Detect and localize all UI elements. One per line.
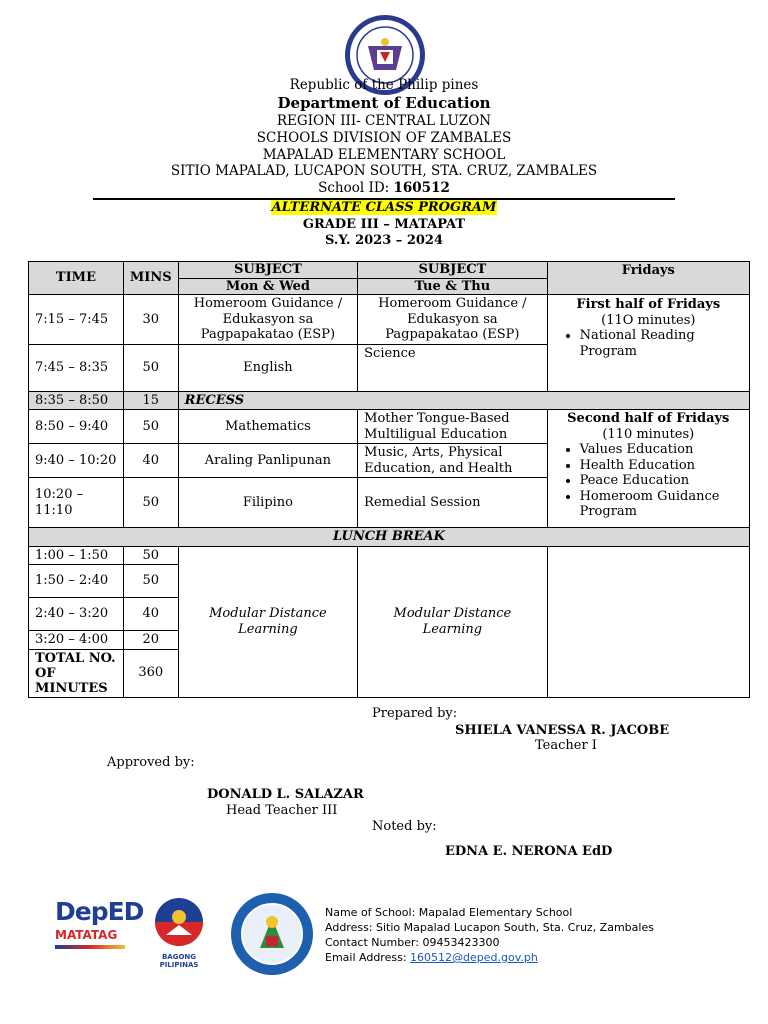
- program-title-highlight: ALTERNATE CLASS PROGRAM: [271, 200, 497, 215]
- lunch-break-label: LUNCH BREAK: [29, 528, 750, 547]
- lunch-row: [29, 528, 750, 547]
- time-cell: 9:40 – 10:20: [29, 444, 124, 478]
- time-cell: 1:50 – 2:40: [29, 565, 124, 598]
- subject-mw-cell: Homeroom Guidance / Edukasyon sa Pagpapakatao (ESP): [178, 295, 357, 345]
- email-link[interactable]: 160512@deped.gov.ph: [410, 951, 538, 964]
- mins-cell: 40: [123, 598, 178, 631]
- header-mins: MINS: [123, 262, 178, 295]
- school-seal-logo: [230, 892, 314, 976]
- subject-tt-cell: Remedial Session: [358, 478, 547, 528]
- school-contact-info: [325, 905, 654, 965]
- school-id-value: 160512: [393, 180, 450, 196]
- approved-by-title: Head Teacher III: [226, 803, 338, 818]
- fridays-second-list: [554, 442, 743, 520]
- noted-by-label: Noted by:: [372, 819, 437, 834]
- header-fridays: Fridays: [547, 262, 749, 295]
- school-year-line: S.Y. 2023 – 2024: [324, 233, 444, 248]
- mins-cell: 50: [123, 410, 178, 444]
- division-line: SCHOOLS DIVISION OF ZAMBALES: [256, 130, 512, 146]
- time-cell: 1:00 – 1:50: [29, 546, 124, 565]
- header-days-2: Tue & Thu: [358, 278, 547, 295]
- matatag-logo-text: MATATAG: [55, 928, 118, 942]
- bagong-pilipinas-emblem: [144, 895, 214, 949]
- subject-tt-cell: Homeroom Guidance / Edukasyon sa Pagpapakatao (ESP): [358, 295, 547, 345]
- table-row: [29, 546, 750, 565]
- mins-cell: 50: [123, 344, 178, 391]
- modular-mw-cell: Modular Distance Learning: [178, 546, 357, 697]
- subject-mw-cell: Filipino: [178, 478, 357, 528]
- bagong-pilipinas-logo: [144, 895, 214, 969]
- fridays-second-title: Second half of Fridays: [567, 411, 730, 426]
- header-time: TIME: [29, 262, 124, 295]
- prepared-by-title: Teacher I: [535, 738, 597, 753]
- list-item: • Values Education: [580, 442, 743, 458]
- mins-cell: 30: [123, 295, 178, 345]
- fridays-afternoon-cell: [547, 546, 749, 697]
- program-title: [0, 200, 768, 215]
- fridays-second-minutes: (110 minutes): [602, 426, 695, 442]
- time-cell: 7:15 – 7:45: [29, 295, 124, 345]
- subject-mw-cell: Araling Panlipunan: [178, 444, 357, 478]
- prepared-by-label: Prepared by:: [372, 706, 458, 721]
- total-label: TOTAL NO. OF MINUTES: [29, 649, 124, 697]
- mins-cell: 20: [123, 631, 178, 650]
- bagong-pilipinas-text: BAGONG PILIPINAS: [159, 953, 199, 969]
- deped-matatag-logo: [55, 897, 144, 961]
- recess-row: [29, 391, 750, 410]
- subject-tt-cell: Mother Tongue-Based Multiligual Education: [358, 410, 547, 444]
- republic-line: Republic of the Philip pines: [289, 77, 479, 93]
- header-days-1: Mon & Wed: [178, 278, 357, 295]
- subject-tt-cell: Music, Arts, Physical Education, and Health: [358, 444, 547, 478]
- time-cell: 2:40 – 3:20: [29, 598, 124, 631]
- region-line: REGION III- CENTRAL LUZON: [276, 113, 492, 129]
- table-row: [29, 410, 750, 444]
- approved-by-name: DONALD L. SALAZAR: [207, 787, 364, 802]
- class-program-table: [28, 261, 750, 698]
- list-item: • National Reading Program: [580, 328, 743, 359]
- time-cell: 3:20 – 4:00: [29, 631, 124, 650]
- contact-number-line: Contact Number: 09453423300: [325, 936, 500, 949]
- list-item: • Health Education: [580, 458, 743, 474]
- modular-tt-cell: Modular Distance Learning: [358, 546, 547, 697]
- header-subject-1: SUBJECT: [178, 262, 357, 279]
- logo-stripe: [55, 945, 125, 949]
- subject-tt-cell: Science: [358, 344, 547, 391]
- time-cell: 7:45 – 8:35: [29, 344, 124, 391]
- header-subject-2: SUBJECT: [358, 262, 547, 279]
- mins-cell: 15: [123, 391, 178, 410]
- address-line: SITIO MAPALAD, LUCAPON SOUTH, STA. CRUZ, ZAMBALES: [170, 163, 598, 179]
- deped-logo-text: DepED: [55, 897, 144, 926]
- total-value: 360: [123, 649, 178, 697]
- mins-cell: 50: [123, 478, 178, 528]
- email-line: [325, 950, 654, 965]
- fridays-first-title: First half of Fridays: [576, 297, 721, 312]
- list-item: • Peace Education: [580, 473, 743, 489]
- subject-mw-cell: English: [178, 344, 357, 391]
- mins-cell: 40: [123, 444, 178, 478]
- fridays-first-half: [547, 295, 749, 392]
- approved-by-label: Approved by:: [107, 755, 195, 770]
- recess-label: RECESS: [178, 391, 749, 410]
- subject-mw-cell: Mathematics: [178, 410, 357, 444]
- list-item: • Homeroom Guidance Program: [580, 489, 743, 520]
- mins-cell: 50: [123, 546, 178, 565]
- noted-by-name: EDNA E. NERONA EdD: [445, 844, 613, 859]
- school-id-line: [0, 180, 768, 197]
- prepared-by-name: SHIELA VANESSA R. JACOBE: [455, 723, 670, 738]
- time-cell: 8:50 – 9:40: [29, 410, 124, 444]
- department-title: Department of Education: [277, 94, 491, 112]
- time-cell: 10:20 – 11:10: [29, 478, 124, 528]
- table-row: [29, 295, 750, 345]
- school-address-line: Address: Sitio Mapalad Lucapon South, Sta. Cruz, Zambales: [325, 921, 654, 934]
- email-label: Email Address:: [325, 951, 411, 964]
- school-name-line: Name of School: Mapalad Elementary School: [325, 906, 573, 919]
- grade-line: GRADE III – MATAPAT: [302, 217, 466, 232]
- time-cell: 8:35 – 8:50: [29, 391, 124, 410]
- mins-cell: 50: [123, 565, 178, 598]
- school-line: MAPALAD ELEMENTARY SCHOOL: [262, 147, 506, 163]
- fridays-first-list: [554, 328, 743, 359]
- school-id-label: School ID:: [318, 180, 394, 196]
- fridays-second-half: [547, 410, 749, 528]
- fridays-first-minutes: (11O minutes): [601, 312, 696, 328]
